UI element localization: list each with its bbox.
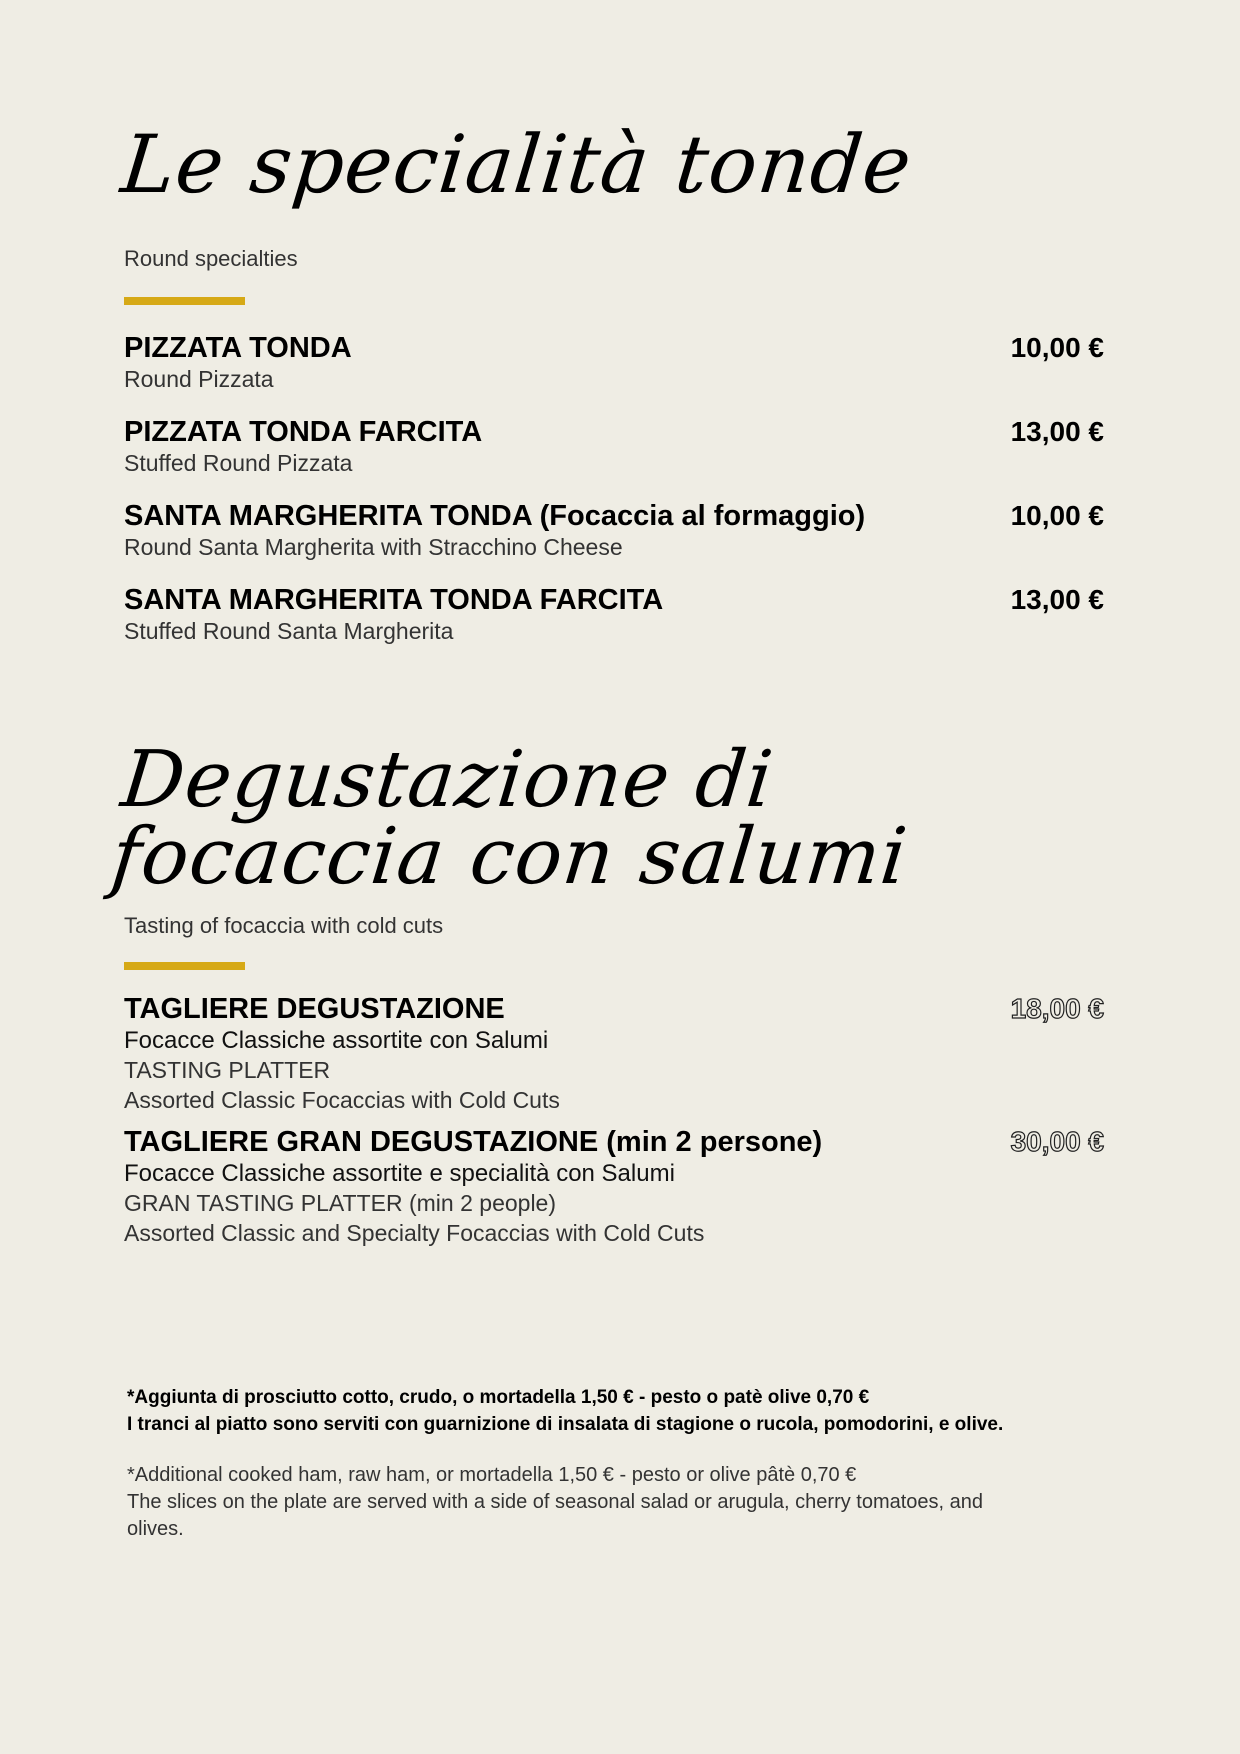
item-english-description: Assorted Classic Focaccias with Cold Cuts bbox=[124, 1087, 560, 1114]
item-english-name: TASTING PLATTER bbox=[124, 1057, 331, 1084]
item-name: PIZZATA TONDA bbox=[124, 332, 352, 364]
item-description: Round Pizzata bbox=[124, 366, 274, 393]
item-description: Stuffed Round Pizzata bbox=[124, 450, 353, 477]
section-title-tasting-line1: Degustazione di bbox=[117, 735, 778, 825]
item-price: 18,00 € bbox=[1010, 993, 1104, 1024]
item-price: 13,00 € bbox=[1010, 416, 1104, 447]
item-price: 10,00 € bbox=[1010, 332, 1104, 363]
item-english-description: Assorted Classic and Specialty Focaccias with Cold Cuts bbox=[124, 1220, 705, 1247]
menu-item bbox=[124, 500, 1104, 563]
item-name: PIZZATA TONDA FARCITA bbox=[124, 416, 483, 448]
item-name: TAGLIERE GRAN DEGUSTAZIONE (min 2 persone) bbox=[124, 1126, 823, 1158]
section-subtitle: Tasting of focaccia with cold cuts bbox=[124, 913, 444, 938]
footnote-line: I tranci al piatto sono serviti con guarnizione di insalata di stagione o rucola, pomodorini, e olive. bbox=[127, 1413, 1004, 1435]
item-price: 13,00 € bbox=[1010, 584, 1104, 615]
footnote-line: *Additional cooked ham, raw ham, or mortadella 1,50 € - pesto or olive pâtè 0,70 € bbox=[127, 1464, 857, 1486]
menu-item bbox=[124, 584, 1104, 647]
section-title-round-specialties: Le specialità tonde bbox=[117, 118, 917, 211]
menu-item bbox=[124, 1126, 1104, 1249]
footnote-line: The slices on the plate are served with a side of seasonal salad or arugula, cherry tomatoes, and olives. bbox=[127, 1491, 984, 1540]
item-english-name: GRAN TASTING PLATTER (min 2 people) bbox=[124, 1190, 557, 1217]
menu-item bbox=[124, 416, 1104, 479]
item-description: Stuffed Round Santa Margherita bbox=[124, 618, 454, 645]
menu-item bbox=[124, 332, 1104, 395]
item-description: Round Santa Margherita with Stracchino Cheese bbox=[124, 534, 623, 561]
item-price: 10,00 € bbox=[1010, 500, 1104, 531]
item-italian-description: Focacce Classiche assortite e specialità con Salumi bbox=[124, 1160, 675, 1188]
item-name: SANTA MARGHERITA TONDA (Focaccia al formaggio) bbox=[124, 500, 866, 532]
item-italian-description: Focacce Classiche assortite con Salumi bbox=[124, 1027, 549, 1055]
section-title-tasting-line2: focaccia con salumi bbox=[107, 812, 912, 902]
footnotes-italian bbox=[127, 1385, 1067, 1439]
menu-item bbox=[124, 993, 1104, 1116]
item-name: SANTA MARGHERITA TONDA FARCITA bbox=[124, 584, 664, 616]
footnote-line: *Aggiunta di prosciutto cotto, crudo, o mortadella 1,50 € - pesto o patè olive 0,70 € bbox=[127, 1387, 870, 1408]
section-subtitle: Round specialties bbox=[124, 246, 298, 271]
footnotes-english bbox=[127, 1462, 1027, 1543]
item-price: 30,00 € bbox=[1010, 1126, 1104, 1157]
accent-divider bbox=[124, 962, 245, 970]
item-name: TAGLIERE DEGUSTAZIONE bbox=[124, 993, 505, 1025]
accent-divider bbox=[124, 297, 245, 305]
